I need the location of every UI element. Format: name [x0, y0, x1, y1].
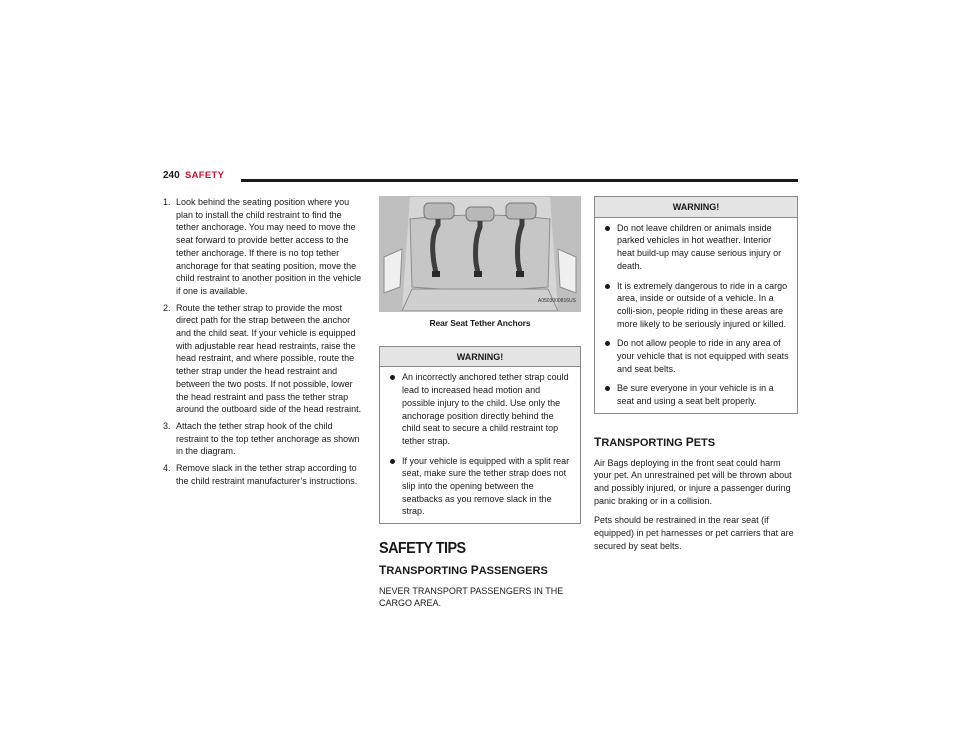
list-item: [603, 222, 789, 273]
bullet-icon: [390, 375, 395, 380]
list-item: [388, 455, 572, 519]
figure-caption: Rear Seat Tether Anchors: [429, 318, 531, 328]
heading-initial: P: [470, 562, 479, 577]
bullet-icon: [605, 386, 610, 391]
heading-rest: ASSENGERS: [478, 564, 548, 577]
page-header: [163, 170, 798, 184]
passengers-text: NEVER TRANSPORT PASSENGERS IN THE CARGO AREA.: [379, 585, 564, 609]
heading-rest: RANSPORTING: [601, 436, 686, 449]
column-middle: [379, 196, 581, 610]
list-item: [163, 196, 363, 298]
warning-text: An incorrectly anchored tether strap could lead to increased head motion and possible injury to the child. Use only the anchorage position directly behind the child seat to secure a child restraint top tether strap.: [402, 372, 569, 446]
bullet-icon: [605, 284, 610, 289]
warning-title: WARNING!: [380, 347, 580, 368]
column-right: [594, 196, 798, 552]
warning-title: WARNING!: [595, 197, 797, 218]
pets-paragraph-1: Air Bags deploying in the front seat could harm your pet. An unrestrained pet will be thrown about and possibly injured, or injure a passenger during panic braking or in a collision.: [594, 457, 792, 506]
step-number: 2.: [163, 302, 171, 313]
transporting-pets-heading: [594, 436, 798, 450]
bullet-icon: [605, 226, 610, 231]
warning-text: Do not leave children or animals inside parked vehicles in hot weather. Interior heat build-up may cause serious injury or death.: [617, 222, 782, 271]
warning-text: It is extremely dangerous to ride in a cargo area, inside or outside of a vehicle. In a colli-sion, people riding in these areas are more likely to be seriously injured or killed.: [617, 280, 788, 329]
rear-seat-illustration: [380, 197, 580, 311]
pets-paragraph-2: Pets should be restrained in the rear seat (if equipped) in pet harnesses or pet carriers that are secured by seat belts.: [594, 515, 794, 551]
section-title: SAFETY: [185, 170, 225, 181]
step-text: Look behind the seating position where you plan to install the child restraint to find the tether anchorage. You may need to move the seat forward to provide better access to the tether anchorage. If there is no top tether anchorage for that seating position, move the child restraint to another position in the vehicle if one is available.: [176, 197, 362, 296]
figure-code: A0503000816US: [537, 298, 576, 305]
list-item: [163, 420, 363, 458]
list-item: [163, 462, 363, 487]
warning-text: If your vehicle is equipped with a split rear seat, make sure the tether strap does not slip into the opening between the seatbacks as you remove slack in the strap.: [402, 455, 570, 517]
step-text: Route the tether strap to provide the most direct path for the strap between the anchor and the child seat. If your vehicle is equipped with adjustable rear head restraints, raise the head restraint, and where possible, route the tether strap under the head restraint and between the two posts. If not possible, lower the head restraint and pass the tether strap around the outboard side of the head restraint.: [176, 302, 362, 415]
page-number: 240: [163, 170, 180, 181]
header-rule: [241, 179, 798, 182]
list-item: [603, 337, 789, 375]
steps-list: [163, 196, 363, 487]
list-item: [603, 382, 789, 407]
warning-box-cargo: [594, 196, 798, 414]
list-item: [388, 371, 572, 447]
list-item: [163, 302, 363, 416]
heading-rest: ETS: [693, 436, 716, 449]
heading-rest: RANSPORTING: [386, 564, 471, 577]
list-item: [603, 280, 789, 331]
bullet-icon: [605, 341, 610, 346]
heading-initial: T: [594, 434, 602, 449]
transporting-passengers-heading: [379, 564, 581, 578]
step-number: 1.: [163, 197, 171, 207]
safety-tips-heading: SAFETY TIPS: [379, 540, 466, 558]
warning-text: Do not allow people to ride in any area of your vehicle that is not equipped with seats and seat belts.: [617, 338, 789, 374]
step-number: 4.: [163, 463, 171, 474]
heading-initial: T: [379, 562, 387, 577]
warning-body: [380, 367, 580, 523]
step-text: Remove slack in the tether strap according to the child restraint manufacturer’s instructions.: [176, 463, 358, 486]
warning-body: [595, 218, 797, 413]
step-number: 3.: [163, 420, 171, 431]
heading-initial: P: [685, 434, 694, 449]
warning-text: Be sure everyone in your vehicle is in a seat and using a seat belt properly.: [617, 383, 774, 407]
step-text: Attach the tether strap hook of the child restraint to the top tether anchorage as shown in the diagram.: [176, 420, 360, 457]
tether-anchors-figure: [379, 196, 581, 312]
warning-box-tether: [379, 346, 581, 524]
bullet-icon: [390, 459, 395, 464]
column-left: [163, 196, 363, 491]
